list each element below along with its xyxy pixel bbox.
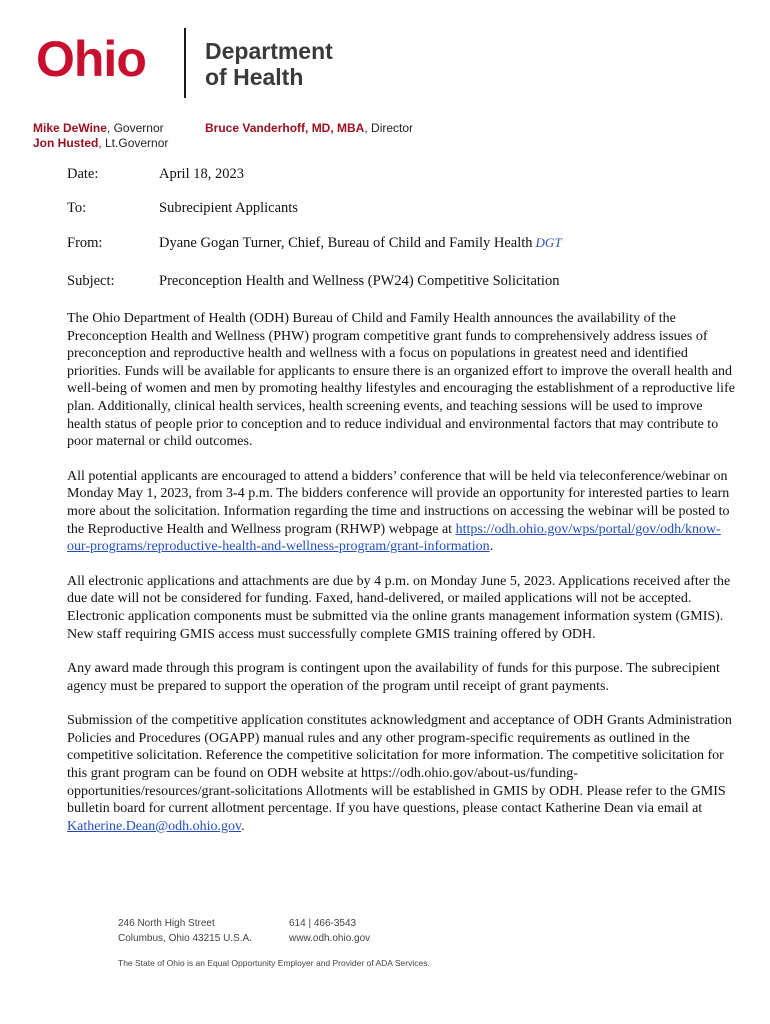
footer-phone: 614 | 466-3543 (289, 918, 357, 929)
subject-value: Preconception Health and Wellness (PW24) Competitive Solicitation (159, 273, 560, 289)
director-block (205, 121, 413, 136)
paragraph-award: Any award made through this program is contingent upon the availability of funds for this purpose. The subrecipient agency must be prepared to support the operation of the program until receipt of grant payments. (67, 661, 720, 694)
memo-to-row (67, 200, 298, 217)
paragraph-bidders-conference (67, 468, 737, 556)
to-value: Subrecipient Applicants (159, 200, 298, 216)
memo-from-row (67, 235, 562, 252)
lt-governor-name: Jon Husted (33, 136, 99, 150)
ohio-logo-text: Ohio (36, 31, 146, 87)
department-name (205, 38, 333, 90)
date-value: April 18, 2023 (159, 166, 244, 182)
to-label: To: (67, 200, 87, 216)
memo-date-row (67, 166, 244, 183)
from-initials-signature: DGT (535, 235, 562, 250)
governor-block (33, 121, 168, 151)
governor-name: Mike DeWine (33, 121, 107, 135)
footer-website: www.odh.ohio.gov (289, 933, 371, 944)
paragraph-submission-end: . (241, 818, 245, 834)
paragraph-bidders-end: . (489, 539, 494, 555)
memo-subject-row (67, 273, 559, 290)
lt-governor-title: , Lt.Governor (98, 136, 169, 150)
from-label: From: (67, 235, 103, 251)
governor-title: , Governor (106, 121, 164, 135)
paragraph-deadline: All electronic applications and attachments are due by 4 p.m. on Monday June 5, 2023. Applications received after the due date will not be considered for funding. Faxed, hand-delivered, or mailed applications will not be accepted. Electronic application components must be submitted via the online grants management information system (GMIS). New staff requiring GMIS access must successfully complete GMIS training offered by ODH. (67, 573, 731, 642)
director-title: , Director (364, 121, 414, 135)
footer-eo-statement: The State of Ohio is an Equal Opportunity Employer and Provider of ADA Services. (118, 958, 430, 968)
footer-address-line-2: Columbus, Ohio 43215 U.S.A. (118, 933, 252, 944)
footer-address-line-1: 246 North High Street (118, 918, 215, 929)
contact-email-link[interactable]: Katherine.Dean@odh.ohio.gov (67, 818, 242, 834)
paragraph-bidders-text: All potential applicants are encouraged to attend a bidders’ conference that will be held via teleconference/webinar on Monday May 1, 2023, from 3-4 p.m. The bidders conference will provide an opportunity for interested parties to learn more about the solicitation. Information regarding the time and instructions on accessing the webinar will be posted to the Reproductive Health and Wellness program (RHWP) webpage at (67, 468, 730, 537)
from-value: Dyane Gogan Turner, Chief, Bureau of Child and Family Health (159, 235, 533, 251)
director-name: Bruce Vanderhoff, MD, MBA (205, 121, 365, 135)
paragraph-announcement: The Ohio Department of Health (ODH) Bureau of Child and Family Health announces the availability of the Preconception Health and Wellness (PHW) program competitive grant funds to comprehensively address issues of preconception and reproductive health and wellness with a focus on populations in greatest need and identified priorities. Funds will be available for applicants to ensure there is an organized effort to improve the overall health and well-being of women and men by promoting healthy lifestyles and encouraging the establishment of a reproductive life plan. Additionally, clinical health services, health screening events, and teaching sessions will be used to improve health status of people prior to conception and to reduce individual and environmental factors that may contribute to poor maternal or child outcomes. (67, 311, 735, 450)
department-line-1: Department (205, 38, 333, 64)
logo-divider (184, 28, 186, 98)
paragraph-submission-text: Submission of the competitive application constitutes acknowledgment and acceptance of ODH Grants Administration Policies and Procedures (OGAPP) manual rules and any other program-specific requirements as outlined in the competitive solicitation. Reference the competitive solicitation for more information. The competitive solicitation for this grant program can be found on ODH website at https://odh.ohio.gov/about-us/funding-opportunities/resources/grant-solicitations Allotments will be established in GMIS by ODH. Please refer to the GMIS bulletin board for current allotment percentage. If you have questions, please contact Katherine Dean via email at (67, 713, 732, 817)
date-label: Date: (67, 166, 99, 182)
ohio-logo (36, 31, 146, 87)
letter-body (67, 310, 737, 852)
subject-label: Subject: (67, 273, 115, 289)
paragraph-submission (67, 712, 737, 835)
footer-contact (289, 916, 370, 946)
department-line-2: of Health (205, 64, 304, 90)
rhwp-webpage-link[interactable]: https://odh.ohio.gov/wps/portal/gov/odh/know- our-programs/reproductive-health-and-wellness-program/grant-information (67, 521, 721, 555)
footer-address (118, 916, 252, 946)
